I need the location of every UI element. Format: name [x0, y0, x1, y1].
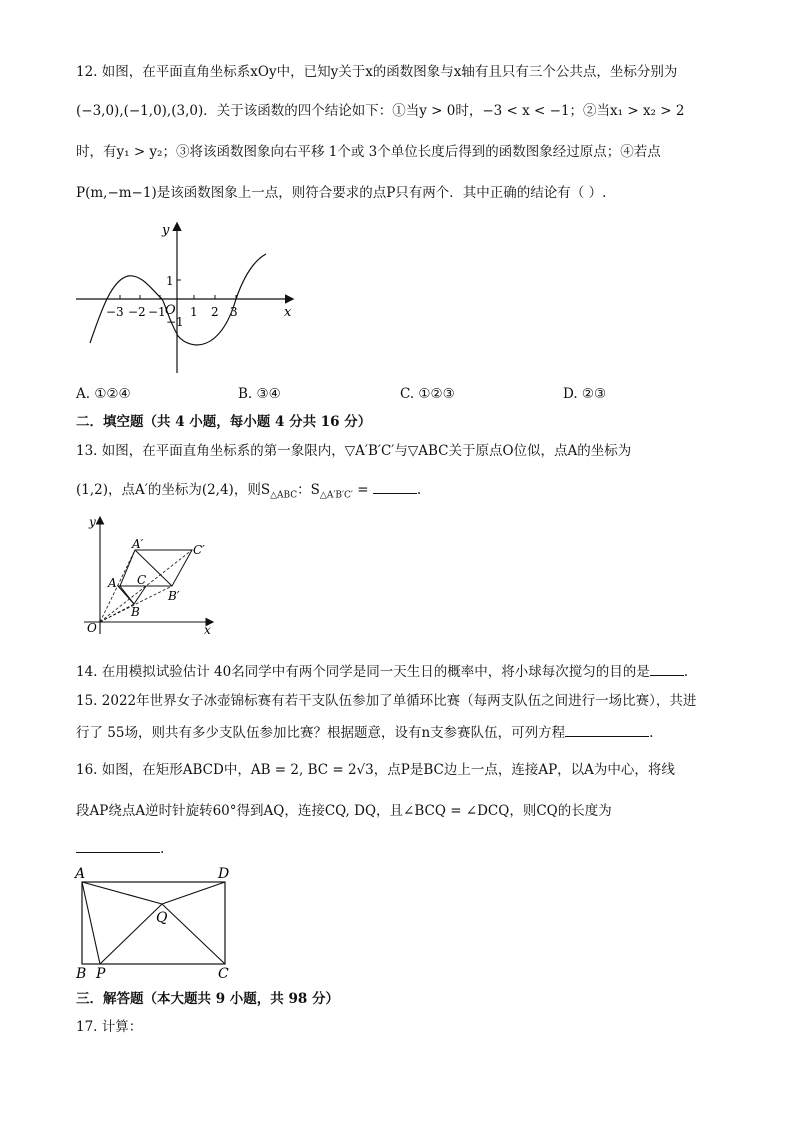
tick-label: −1 — [148, 305, 166, 319]
tick-label: 1 — [166, 274, 174, 288]
q16-line-1: 16. 如图，在矩形ABCD中，AB = 2, BC = 2√3，点P是BC边上一点，连接AP，以A为中心，将线 — [76, 762, 675, 778]
graph-x-label: x — [284, 305, 292, 320]
q12-line-4: P(m,−m−1)是该函数图象上一点，则符合要求的点P只有两个．其中正确的结论有（ ）. — [76, 185, 607, 201]
q13-end: . — [416, 482, 422, 498]
q12-line-1: 12. 如图，在平面直角坐标系xOy中，已知y关于x的函数图象与x轴有且只有三个公共点，坐标分别为 — [76, 64, 678, 80]
q16-line-3 — [76, 838, 164, 859]
q13-homothety-figure — [74, 510, 224, 640]
q13-sub-1: △ABC — [270, 490, 298, 501]
tick-label: −1 — [166, 315, 184, 329]
section-heading-answer: 三．解答题（本大题共 9 小题，共 98 分） — [76, 991, 339, 1007]
tick-label: −2 — [128, 305, 146, 319]
fig-label: x — [204, 623, 211, 637]
tick-label: 3 — [230, 305, 238, 319]
q13-colon: ：S — [297, 482, 320, 498]
q15-line-1: 15. 2022年世界女子冰壶锦标赛有若干支队伍参加了单循环比赛（每两支队伍之间进行一场比赛），共进 — [76, 693, 697, 709]
q13-line-1: 13. 如图，在平面直角坐标系的第一象限内，▽A′B′C′与▽ABC关于原点O位似，点A的坐标为 — [76, 443, 632, 459]
tick-label: −3 — [106, 305, 124, 319]
q13-text: (1,2)，点A′的坐标为(2,4)，则S — [76, 482, 271, 498]
q12-line-3: 时，有y₁ > y₂；③将该函数图象向右平移 1个或 3个单位长度后得到的函数图象经过原点；④若点 — [76, 144, 661, 160]
q12-line-2: (−3,0),(−1,0),(3,0)．关于该函数的四个结论如下：①当y > 0时，−3 < x < −1；②当x₁ > x₂ > 2 — [76, 103, 685, 119]
q16-end: . — [160, 841, 165, 857]
tick-label: 2 — [211, 305, 219, 319]
q14-answer-blank[interactable] — [650, 661, 684, 676]
fig-label: y — [89, 515, 96, 529]
q13-eq: = — [352, 482, 373, 498]
q15-end: . — [649, 725, 654, 741]
fig-label: B — [131, 605, 140, 619]
graph-origin-label: O — [165, 303, 176, 318]
fig-label: D — [218, 866, 230, 882]
q13-answer-blank[interactable] — [373, 479, 417, 494]
big-figure — [120, 550, 192, 586]
fig-label: O — [87, 621, 97, 635]
section-heading-fill-blank: 二．填空题（共 4 小题，每小题 4 分共 16 分） — [76, 414, 372, 430]
fig-label: A — [75, 866, 86, 882]
q15-text: 行了 55场，则共有多少支队伍参加比赛？根据题意，设有n支参赛队伍，可列方程 — [76, 725, 566, 741]
q15-line-2 — [76, 722, 653, 743]
choice-c[interactable]: C. ①②③ — [400, 386, 455, 402]
choice-b[interactable]: B. ③④ — [238, 386, 281, 402]
q14-text: 14. 在用模拟试验估计 40名同学中有两个同学是同一天生日的概率中，将小球每次搅匀的目的是 — [76, 664, 650, 680]
q14-end: . — [683, 664, 689, 680]
q13-sub-2: △A′B′C′ — [319, 490, 353, 501]
fig-label: C — [137, 573, 147, 587]
q17-line: 17. 计算： — [76, 1019, 143, 1035]
choice-d[interactable]: D. ②③ — [563, 386, 607, 402]
fig-label: B — [76, 966, 87, 982]
tick-label: 1 — [190, 305, 198, 319]
q16-rectangle-figure — [70, 862, 245, 984]
graph-y-label: y — [162, 223, 170, 238]
rectangle-abcd — [82, 882, 225, 964]
q15-answer-blank[interactable] — [565, 722, 649, 737]
q14-line — [76, 661, 688, 682]
q16-line-2: 段AP绕点A逆时针旋转60°得到AQ，连接CQ, DQ，且∠BCQ = ∠DCQ，则CQ的长度为 — [76, 803, 612, 819]
fig-label: P — [96, 966, 106, 982]
fig-label: A′ — [132, 537, 144, 551]
q12-function-graph — [70, 218, 310, 378]
choice-a[interactable]: A. ①②④ — [76, 386, 131, 402]
q13-line-2 — [76, 479, 421, 506]
fig-label: B′ — [168, 589, 180, 603]
fig-label: C — [218, 966, 229, 982]
fig-label: A — [108, 576, 117, 590]
fig-label: C′ — [193, 543, 205, 557]
q16-answer-blank[interactable] — [76, 838, 160, 853]
fig-label: Q — [156, 910, 168, 926]
